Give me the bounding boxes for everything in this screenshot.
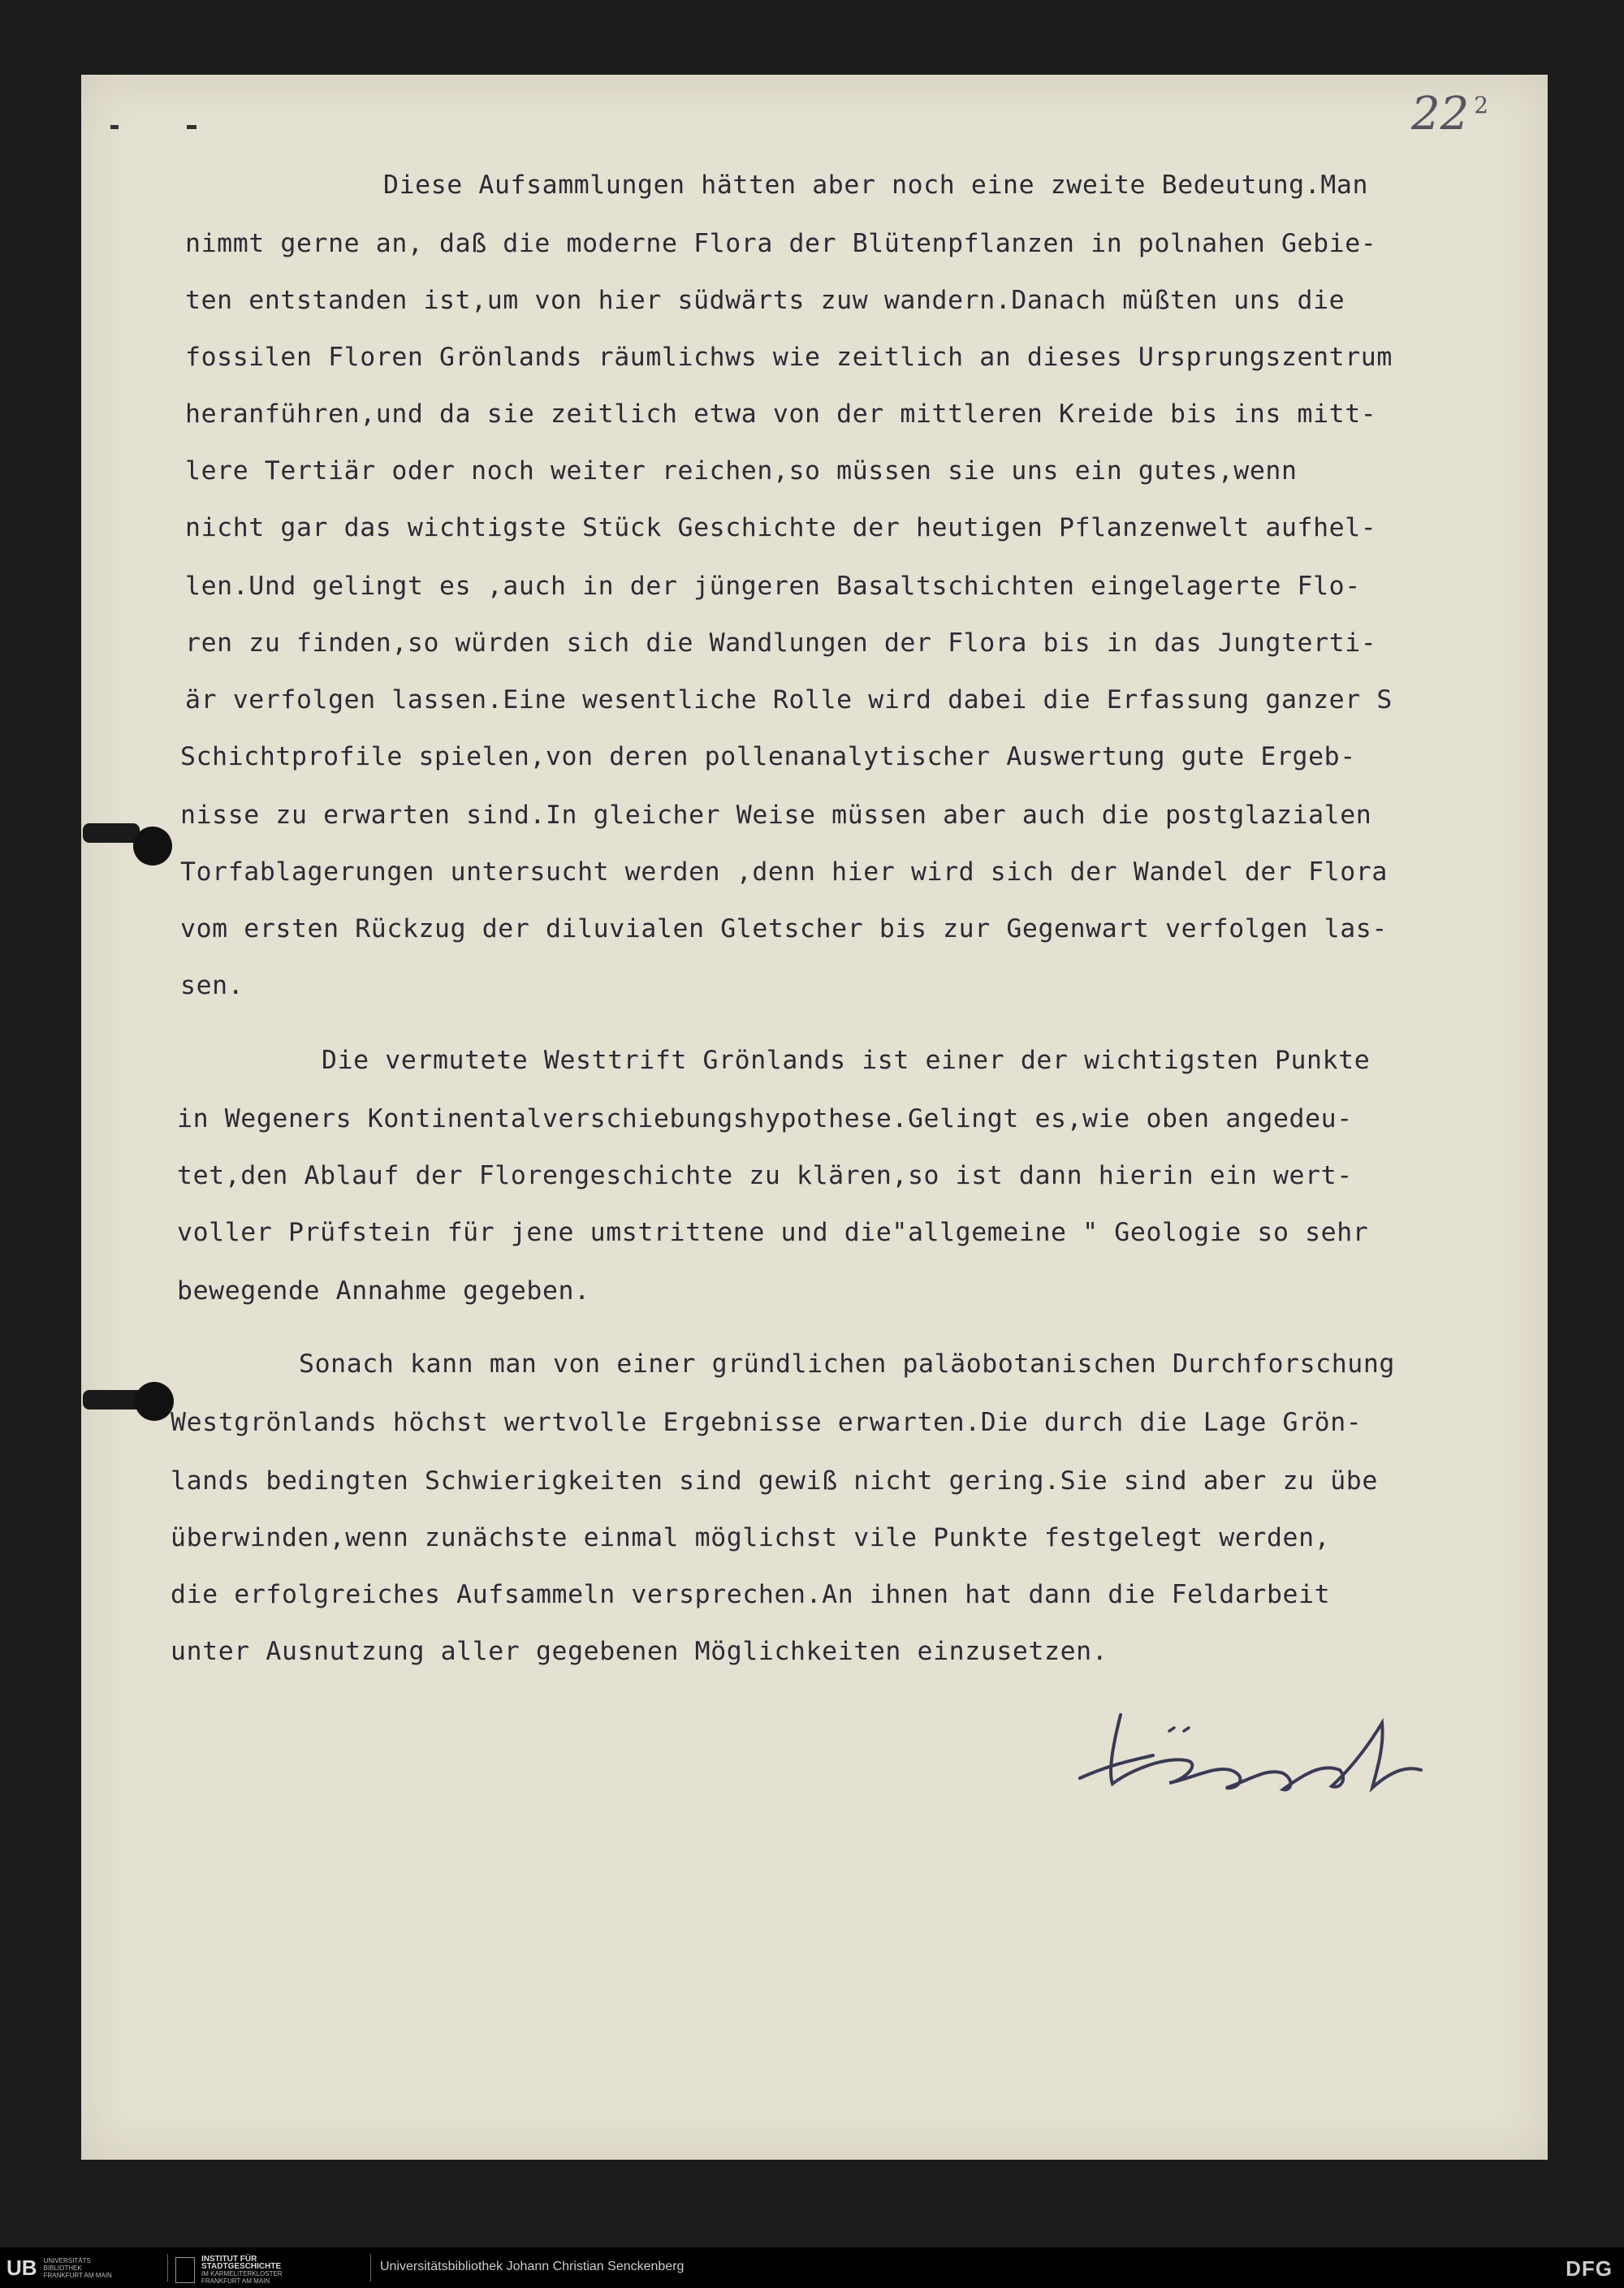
text-line: lands bedingten Schwierigkeiten sind gewiß nicht gering.Sie sind aber zu übe: [171, 1466, 1378, 1496]
punch-hole: [135, 1382, 174, 1421]
isg-logo-icon: [175, 2257, 195, 2283]
text-line: heranführen,und da sie zeitlich etwa von der mittleren Kreide bis ins mitt-: [185, 399, 1377, 429]
ub-logo-text: UNIVERSITÄTS BIBLIOTHEK FRANKFURT AM MAIN: [43, 2257, 112, 2279]
punch-hole-tab: [83, 823, 140, 843]
text-line: voller Prüfstein für jene umstrittene und die"allgemeine " Geologie so sehr: [177, 1218, 1369, 1247]
dfg-logo: DFG: [1566, 2256, 1613, 2281]
text-line: sen.: [180, 971, 244, 1000]
ub-logo: [6, 2256, 112, 2281]
isg-logo-text: INSTITUT FÜR STADTGESCHICHTE IM KARMELITERKLOSTER FRANKFURT AM MAIN: [201, 2255, 283, 2285]
text-line: lere Tertiär oder noch weiter reichen,so müssen sie uns ein gutes,wenn: [185, 456, 1298, 486]
text-line: ren zu finden,so würden sich die Wandlungen der Flora bis in das Jungterti-: [185, 628, 1377, 658]
text-line: nisse zu erwarten sind.In gleicher Weise müssen aber auch die postglazialen: [180, 801, 1372, 830]
text-line: überwinden,wenn zunächste einmal möglichst vile Punkte festgelegt werden,: [171, 1523, 1331, 1552]
text-line: bewegende Annahme gegeben.: [177, 1276, 590, 1306]
text-line: Torfablagerungen untersucht werden ,denn hier wird sich der Wandel der Flora: [180, 857, 1388, 887]
text-line: Diese Aufsammlungen hätten aber noch eine zweite Bedeutung.Man: [383, 171, 1369, 200]
library-name: Universitätsbibliothek Johann Christian Senckenberg: [380, 2260, 685, 2273]
isg-logo: [175, 2256, 283, 2285]
text-line: fossilen Floren Grönlands räumlichws wie zeitlich an dieses Ursprungszentrum: [185, 343, 1393, 372]
folio-number: 22 $^2$: [1411, 88, 1489, 140]
corner-mark: [187, 125, 197, 129]
text-line: ten entstanden ist,um von hier südwärts zuw wandern.Danach müßten uns die: [185, 286, 1345, 315]
text-line: vom ersten Rückzug der diluvialen Gletscher bis zur Gegenwart verfolgen las-: [180, 914, 1388, 943]
punch-hole: [133, 827, 172, 866]
text-line: Schichtprofile spielen,von deren pollenanalytischer Auswertung gute Ergeb-: [180, 742, 1356, 771]
text-line: Sonach kann man von einer gründlichen paläobotanischen Durchforschung: [299, 1349, 1395, 1379]
text-line: unter Ausnutzung aller gegebenen Möglichkeiten einzusetzen.: [171, 1637, 1108, 1666]
text-line: är verfolgen lassen.Eine wesentliche Rolle wird dabei die Erfassung ganzer S: [185, 685, 1393, 714]
signature: [1064, 1682, 1502, 1812]
text-line: in Wegeners Kontinentalverschiebungshypothese.Gelingt es,wie oben angedeu-: [177, 1104, 1353, 1133]
text-line: nimmt gerne an, daß die moderne Flora der Blütenpflanzen in polnahen Gebie-: [185, 229, 1377, 258]
text-line: tet,den Ablauf der Florengeschichte zu klären,so ist dann hierin ein wert-: [177, 1161, 1353, 1190]
text-line: nicht gar das wichtigste Stück Geschichte der heutigen Pflanzenwelt aufhel-: [185, 513, 1377, 542]
text-line: Westgrönlands höchst wertvolle Ergebnisse erwarten.Die durch die Lage Grön-: [171, 1408, 1363, 1437]
footer-bar: [0, 2247, 1624, 2288]
text-line: Die vermutete Westtrift Grönlands ist einer der wichtigsten Punkte: [322, 1046, 1371, 1075]
corner-mark: [110, 125, 119, 129]
text-line: die erfolgreiches Aufsammeln versprechen.An ihnen hat dann die Feldarbeit: [171, 1580, 1331, 1609]
text-line: len.Und gelingt es ,auch in der jüngeren Basaltschichten eingelagerte Flo-: [185, 572, 1361, 601]
document-page: [81, 75, 1548, 2160]
divider: [370, 2254, 371, 2282]
ub-logo-mark: UB: [6, 2256, 37, 2280]
divider: [167, 2254, 168, 2282]
